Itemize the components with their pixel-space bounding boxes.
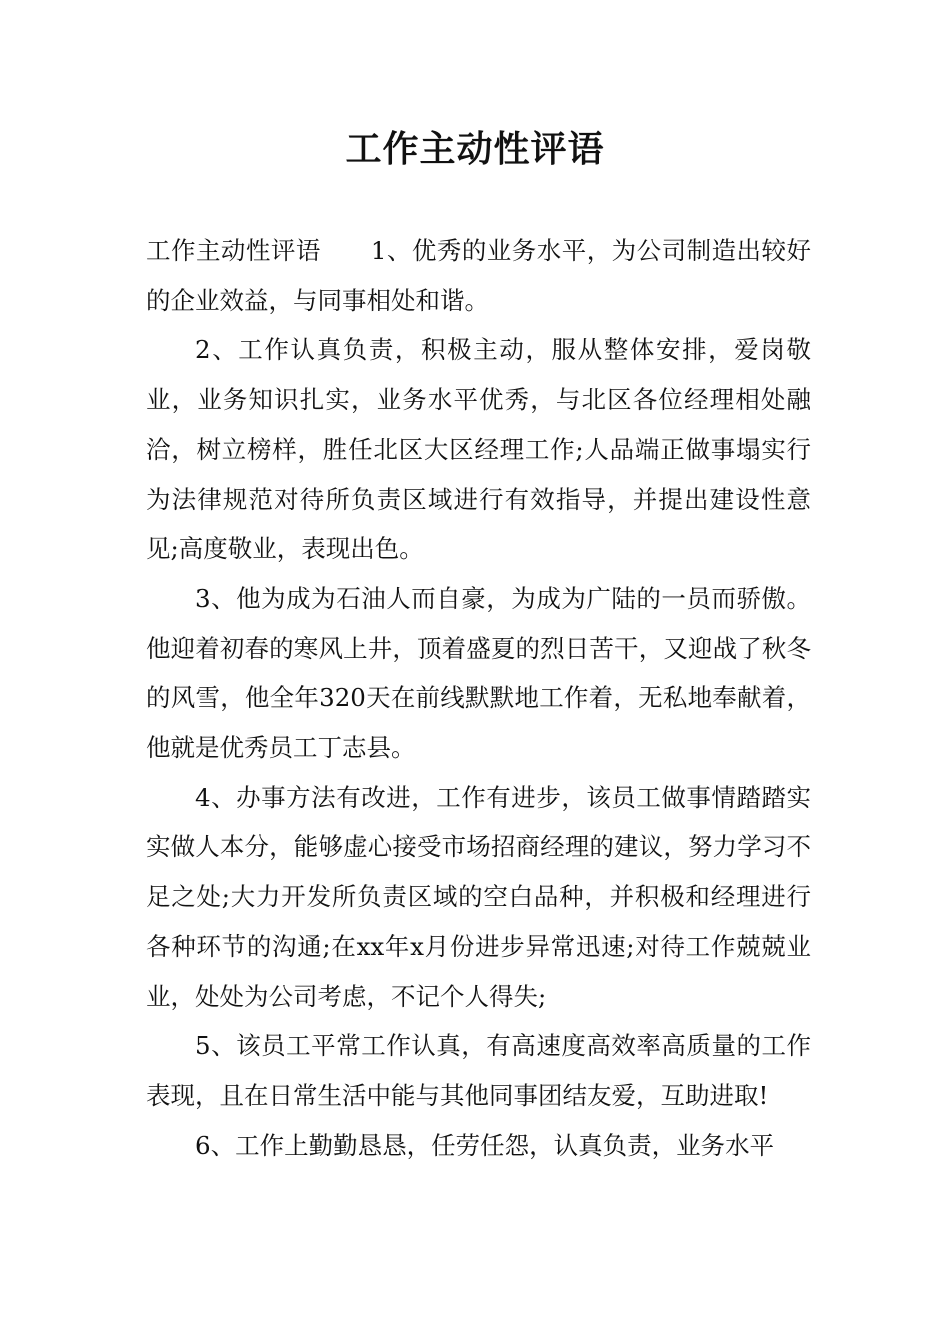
- paragraph-6: 6、工作上勤勤恳恳，任劳任怨，认真负责，业务水平: [195, 1130, 775, 1160]
- paragraph-2: 2、工作认真负责，积极主动，服从整体安排，爱岗敬业，业务知识扎实，业务水平优秀，与北区各位经理相处融洽，树立榜样，胜任北区大区经理工作;人品端正做事塌实行为法律规范对待所负责区域进行有效指导，并提出建设性意见;高度敬业，表现出色。: [146, 335, 811, 564]
- lead-label: 工作主动性评语: [146, 236, 321, 265]
- paragraph-5: 5、该员工平常工作认真，有高速度高效率高质量的工作表现，且在日常生活中能与其他同事团结友爱，互助进取!: [146, 1031, 811, 1110]
- paragraph-1: [146, 226, 811, 325]
- document-title: 工作主动性评语: [345, 128, 605, 170]
- document-body: [146, 226, 811, 1170]
- paragraph-4: 4、办事方法有改进，工作有进步，该员工做事情踏踏实实做人本分，能够虚心接受市场招商经理的建议，努力学习不足之处;大力开发所负责区域的空白品种，并积极和经理进行各种环节的沟通;在xx年x月份进步异常迅速;对待工作兢兢业业，处处为公司考虑，不记个人得失;: [146, 782, 811, 1011]
- paragraph-1-text: 1、优秀的业务水平，为公司制造出较好的企业效益，与同事相处和谐。: [146, 236, 811, 315]
- paragraph-3: 3、他为成为石油人而自豪，为成为广陆的一员而骄傲。他迎着初春的寒风上井，顶着盛夏的烈日苦干，又迎战了秋冬的风雪，他全年320天在前线默默地工作着，无私地奉献着，他就是优秀员工丁志县。: [146, 583, 811, 763]
